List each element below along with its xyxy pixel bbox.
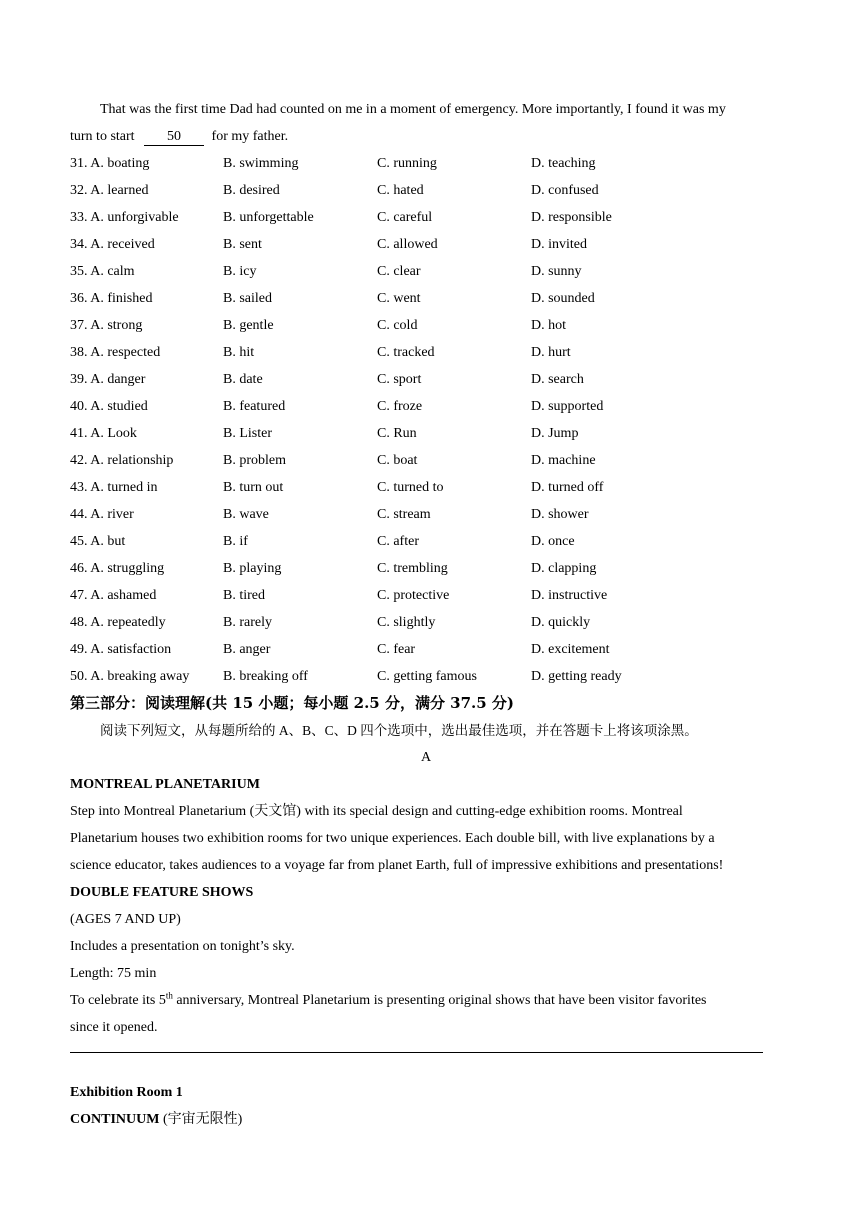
ordinal-superscript: th <box>165 990 173 1001</box>
option-b: B. Lister <box>223 426 272 441</box>
option-c: C. protective <box>377 588 450 603</box>
option-a: 37. A. strong <box>70 318 143 333</box>
option-d: D. hurt <box>531 345 571 360</box>
option-d: D. once <box>531 534 575 549</box>
question-options-row <box>70 582 782 609</box>
length-note: Length: 75 min <box>70 966 157 981</box>
option-c: C. getting famous <box>377 669 477 684</box>
option-a: 50. A. breaking away <box>70 669 190 684</box>
option-d: D. supported <box>531 399 604 414</box>
option-c: C. went <box>377 291 421 306</box>
option-c: C. fear <box>377 642 416 657</box>
option-a: 41. A. Look <box>70 426 137 441</box>
question-options-row <box>70 285 782 312</box>
question-options-row <box>70 177 782 204</box>
option-d: D. responsible <box>531 210 612 225</box>
option-d: D. sunny <box>531 264 582 279</box>
option-c: C. Run <box>377 426 417 441</box>
option-b: B. sent <box>223 237 262 252</box>
option-d: D. quickly <box>531 615 591 630</box>
option-c: C. turned to <box>377 480 444 495</box>
spacer <box>70 1053 782 1079</box>
option-b: B. problem <box>223 453 286 468</box>
question-options-row <box>70 528 782 555</box>
option-c: C. tracked <box>377 345 435 360</box>
options-list <box>70 150 782 690</box>
option-a: 34. A. received <box>70 237 155 252</box>
option-d: D. turned off <box>531 480 604 495</box>
option-b: B. turn out <box>223 480 284 495</box>
question-options-row <box>70 150 782 177</box>
option-a: 32. A. learned <box>70 183 149 198</box>
room-title: CONTINUUM <box>70 1112 160 1127</box>
option-a: 40. A. studied <box>70 399 148 414</box>
option-d: D. search <box>531 372 584 387</box>
option-a: 48. A. repeatedly <box>70 615 166 630</box>
anniversary-line-1 <box>70 987 782 1014</box>
question-options-row <box>70 609 782 636</box>
option-d: D. instructive <box>531 588 608 603</box>
option-d: D. shower <box>531 507 589 522</box>
exhibition-room-heading: Exhibition Room 1 <box>70 1085 183 1100</box>
option-b: B. date <box>223 372 263 387</box>
part3-title: 第三部分：阅读理解(共 15 小题；每小题 2.5 分，满分 37.5 分) <box>70 694 515 712</box>
option-a: 39. A. danger <box>70 372 146 387</box>
answer-blank-50: 50 <box>144 129 204 146</box>
question-options-row <box>70 204 782 231</box>
option-b: B. breaking off <box>223 669 308 684</box>
question-options-row <box>70 663 782 690</box>
intro-line-1: That was the first time Dad had counted on me in a moment of emergency. More importantly, I found it was my <box>100 102 726 117</box>
option-a: 44. A. river <box>70 507 134 522</box>
option-c: C. running <box>377 156 437 171</box>
option-b: B. unforgettable <box>223 210 314 225</box>
option-b: B. anger <box>223 642 271 657</box>
option-a: 43. A. turned in <box>70 480 158 495</box>
question-options-row <box>70 447 782 474</box>
option-a: 46. A. struggling <box>70 561 165 576</box>
option-b: B. wave <box>223 507 269 522</box>
option-d: D. clapping <box>531 561 597 576</box>
option-c: C. after <box>377 534 419 549</box>
option-c: C. cold <box>377 318 418 333</box>
option-c: C. clear <box>377 264 421 279</box>
question-options-row <box>70 474 782 501</box>
option-b: B. sailed <box>223 291 272 306</box>
option-c: C. trembling <box>377 561 448 576</box>
option-d: D. machine <box>531 453 596 468</box>
option-b: B. swimming <box>223 156 299 171</box>
passage-paragraph-line-3: science educator, takes audiences to a voyage far from planet Earth, full of impressive exhibitions and presentations! <box>70 858 724 873</box>
anniversary-line-2: since it opened. <box>70 1020 158 1035</box>
option-b: B. hit <box>223 345 255 360</box>
ages-note: (AGES 7 AND UP) <box>70 912 181 927</box>
option-b: B. icy <box>223 264 257 279</box>
option-a: 38. A. respected <box>70 345 161 360</box>
option-d: D. sounded <box>531 291 595 306</box>
question-options-row <box>70 501 782 528</box>
option-c: C. boat <box>377 453 418 468</box>
option-b: B. tired <box>223 588 265 603</box>
anniversary-text-a: To celebrate its 5 <box>70 993 166 1008</box>
passage-paragraph-line-1: Step into Montreal Planetarium (天文馆) with its special design and cutting-edge exhibition rooms. Montreal <box>70 804 683 819</box>
option-c: C. hated <box>377 183 424 198</box>
intro-text-before-blank: turn to start <box>70 129 135 144</box>
passage-heading: MONTREAL PLANETARIUM <box>70 777 260 792</box>
question-options-row <box>70 231 782 258</box>
option-b: B. featured <box>223 399 286 414</box>
part3-instruction: 阅读下列短文，从每题所给的 A、B、C、D 四个选项中，选出最佳选项，并在答题卡上将该项涂黑。 <box>100 723 698 738</box>
room-title-chinese: (宇宙无限性) <box>159 1112 243 1127</box>
question-options-row <box>70 636 782 663</box>
double-feature-heading: DOUBLE FEATURE SHOWS <box>70 885 254 900</box>
option-d: D. excitement <box>531 642 610 657</box>
option-d: D. hot <box>531 318 566 333</box>
option-c: C. stream <box>377 507 431 522</box>
option-d: D. invited <box>531 237 587 252</box>
question-options-row <box>70 555 782 582</box>
option-a: 45. A. but <box>70 534 126 549</box>
question-options-row <box>70 258 782 285</box>
option-c: C. careful <box>377 210 433 225</box>
option-b: B. playing <box>223 561 282 576</box>
option-b: B. rarely <box>223 615 272 630</box>
option-c: C. froze <box>377 399 423 414</box>
option-c: C. sport <box>377 372 422 387</box>
option-d: D. getting ready <box>531 669 622 684</box>
option-a: 35. A. calm <box>70 264 135 279</box>
question-options-row <box>70 312 782 339</box>
option-c: C. allowed <box>377 237 438 252</box>
option-d: D. confused <box>531 183 599 198</box>
option-d: D. teaching <box>531 156 596 171</box>
intro-text-after-blank: for my father. <box>211 129 289 144</box>
intro-line-2 <box>70 123 782 150</box>
option-b: B. gentle <box>223 318 274 333</box>
document-page <box>70 96 782 1133</box>
question-options-row <box>70 420 782 447</box>
option-a: 42. A. relationship <box>70 453 174 468</box>
option-a: 47. A. ashamed <box>70 588 157 603</box>
includes-note: Includes a presentation on tonight’s sky. <box>70 939 295 954</box>
question-options-row <box>70 393 782 420</box>
option-a: 49. A. satisfaction <box>70 642 172 657</box>
option-c: C. slightly <box>377 615 436 630</box>
anniversary-text-b: anniversary, Montreal Planetarium is presenting original shows that have been visitor favorites <box>172 993 707 1008</box>
passage-label: A <box>420 750 432 765</box>
option-b: B. desired <box>223 183 280 198</box>
option-a: 31. A. boating <box>70 156 150 171</box>
question-options-row <box>70 366 782 393</box>
option-b: B. if <box>223 534 248 549</box>
option-a: 36. A. finished <box>70 291 153 306</box>
question-options-row <box>70 339 782 366</box>
option-d: D. Jump <box>531 426 579 441</box>
room-title-line <box>70 1106 782 1133</box>
passage-paragraph-line-2: Planetarium houses two exhibition rooms for two unique experiences. Each double bill, with live explanations by a <box>70 831 715 846</box>
option-a: 33. A. unforgivable <box>70 210 179 225</box>
